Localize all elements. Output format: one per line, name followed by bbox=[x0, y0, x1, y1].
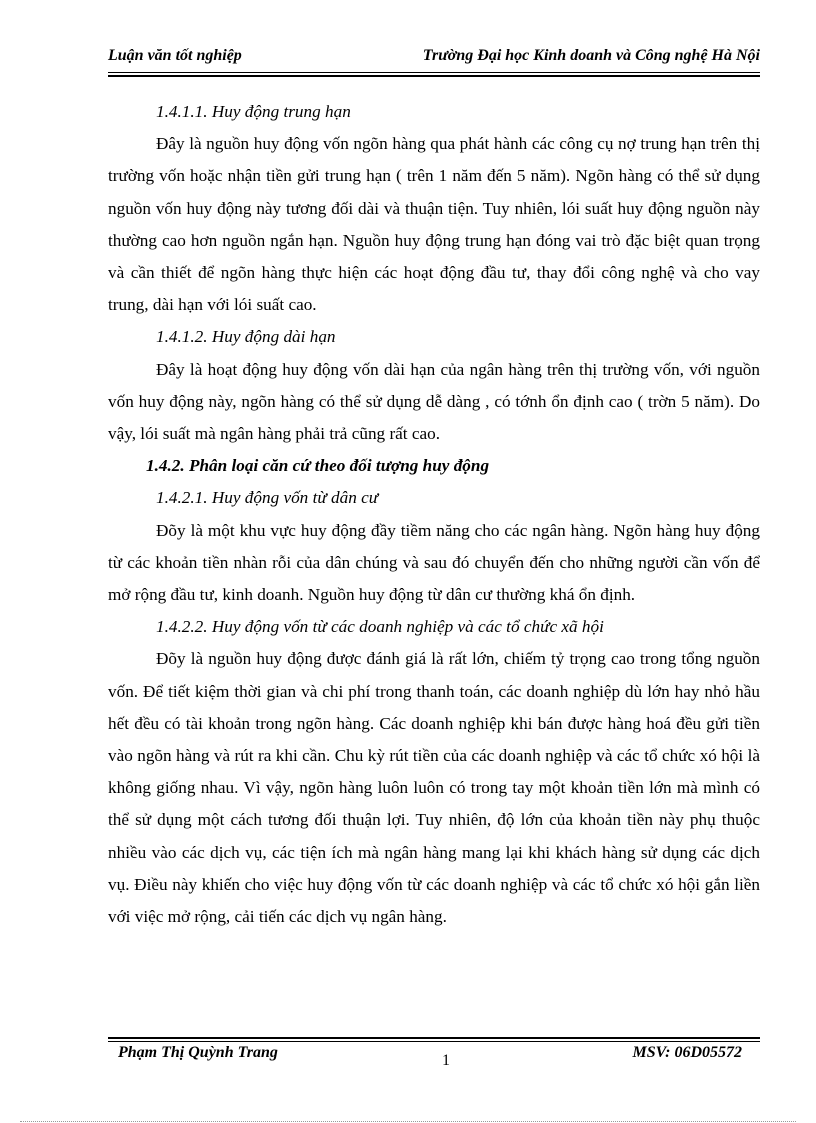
page-break-line bbox=[20, 1121, 796, 1122]
page-number: 1 bbox=[442, 1052, 450, 1069]
subheading-medium-term: 1.4.1.1. Huy động trung hạn bbox=[156, 102, 351, 121]
header-university-name: Trường Đại học Kinh doanh và Công nghệ Hà Nội bbox=[422, 47, 760, 64]
paragraph-enterprises: Đõy là nguồn huy động được đánh giá là rất lớn, chiếm tỷ trọng cao trong tổng nguồn vốn. Để tiết kiệm thời gian và chi phí trong thanh toán, các doanh nghiệp dù lớn hay nhỏ hầu hết đều có tài khoản trong ngõn hàng. Các doanh nghiệp khi bán được hàng hoá đều gửi tiền vào ngõn hàng và rút ra khi cần. Chu kỳ rút tiền của các doanh nghiệp và các tổ chức xó hội là không giống nhau. Vì vậy, ngõn hàng luôn luôn có trong tay một khoản tiền lớn mà mình có thể sử dụng một cách tương đối thuận lợi. Tuy nhiên, độ lớn của khoản tiền này phụ thuộc nhiều vào các dịch vụ, các tiện ích mà ngân hàng mang lại khi khách hàng sử dụng các dịch vụ. Điều này khiến cho việc huy động vốn từ các doanh nghiệp và các tổ chức xó hội gắn liền với việc mở rộng, cải tiến các dịch vụ ngân hàng. bbox=[108, 649, 760, 927]
subheading-residents: 1.4.2.1. Huy động vốn từ dân cư bbox=[156, 488, 379, 508]
document-body bbox=[108, 96, 760, 933]
page-footer bbox=[118, 1044, 750, 1074]
paragraph-residents: Đõy là một khu vực huy động đầy tiềm năng cho các ngân hàng. Ngõn hàng huy động từ các khoản tiền nhàn rỗi của dân chúng và sau đó chuyển đến cho những người cần vốn để mở rộng đầu tư, kinh doanh. Nguồn huy động từ dân cư thường khá ổn định. bbox=[108, 520, 760, 605]
paragraph-long-term: Đây là hoạt động huy động vốn dài hạn của ngân hàng trên thị trường vốn, với nguồn vốn huy động này, ngõn hàng có thể sử dụng dễ dàng , có tớnh ổn định cao ( trờn 5 năm). Do vậy, lói suất mà ngân hàng phải trả cũng rất cao. bbox=[108, 359, 760, 444]
footer-author: Phạm Thị Quỳnh Trang bbox=[118, 1044, 278, 1061]
header-divider bbox=[108, 72, 760, 77]
footer-divider bbox=[108, 1037, 760, 1042]
subheading-long-term: 1.4.1.2. Huy động dài hạn bbox=[156, 327, 336, 347]
header-thesis-label: Luận văn tốt nghiệp bbox=[108, 47, 242, 64]
section-heading-by-object: 1.4.2. Phân loại căn cứ theo đối tượng huy động bbox=[146, 456, 490, 476]
page-header bbox=[108, 44, 760, 72]
subheading-enterprises: 1.4.2.2. Huy động vốn từ các doanh nghiệp và các tổ chức xã hội bbox=[156, 617, 604, 637]
footer-student-id: MSV: 06D05572 bbox=[632, 1044, 742, 1061]
paragraph-medium-term: Đây là nguồn huy động vốn ngõn hàng qua phát hành các công cụ nợ trung hạn trên thị trường vốn hoặc nhận tiền gửi trung hạn ( trên 1 năm đến 5 năm). Ngõn hàng có thể sử dụng nguồn vốn huy động này tương đối dài và thuận tiện. Tuy nhiên, lói suất huy động nguồn này thường cao hơn nguồn ngắn hạn. Nguồn huy động trung hạn đóng vai trò đặc biệt quan trọng và cần thiết để ngõn hàng thực hiện các hoạt động đầu tư, thay đổi công nghệ và cho vay trung, dài hạn với lói suất cao. bbox=[108, 134, 760, 315]
